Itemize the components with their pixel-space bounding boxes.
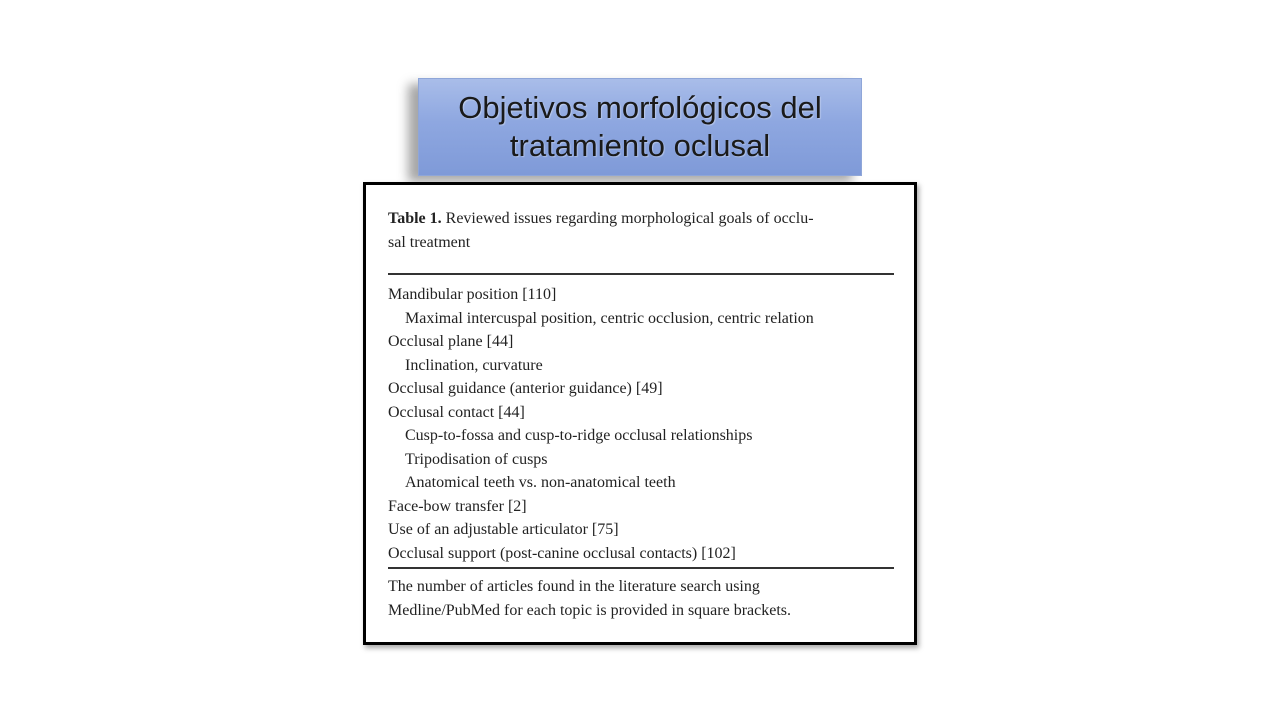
table-top-rule xyxy=(388,273,894,275)
table-bottom-rule xyxy=(388,567,894,569)
table-row-category: Use of an adjustable articulator [75] xyxy=(388,521,619,538)
table-footnote-line1: The number of articles found in the literature search using xyxy=(388,578,760,595)
table-footnote xyxy=(388,575,894,623)
table-row-category: Occlusal support (post-canine occlusal contacts) [102] xyxy=(388,544,736,562)
table-caption xyxy=(388,207,894,255)
table xyxy=(388,207,894,623)
table-row-subitem: Maximal intercuspal position, centric occlusion, centric relation xyxy=(405,309,814,327)
table-caption-line1: Reviewed issues regarding morphological goals of occlu- xyxy=(445,210,814,227)
table-caption-line2: sal treatment xyxy=(388,234,471,251)
table-row-subitem: Tripodisation of cusps xyxy=(405,450,548,468)
slide-title: Objetivos morfológicos del tratamiento oclusal xyxy=(458,90,822,163)
table-row-subitem: Inclination, curvature xyxy=(405,356,543,374)
table-row-category: Face-bow transfer [2] xyxy=(388,497,527,515)
table-row-subitem: Cusp-to-fossa and cusp-to-ridge occlusal relationships xyxy=(405,427,753,444)
table-row-subitem: Anatomical teeth vs. non-anatomical teeth xyxy=(405,474,676,491)
table-row-category: Mandibular position [110] xyxy=(388,286,557,303)
title-box xyxy=(418,78,862,176)
table-row-category: Occlusal plane [44] xyxy=(388,333,514,350)
table-row-category: Occlusal contact [44] xyxy=(388,403,525,421)
table-caption-label: Table 1. xyxy=(388,210,442,227)
table-rows xyxy=(388,283,894,565)
table-footnote-line2: Medline/PubMed for each topic is provided in square brackets. xyxy=(388,602,791,619)
table-row-category: Occlusal guidance (anterior guidance) [49] xyxy=(388,380,663,397)
table-image-frame xyxy=(363,182,917,645)
